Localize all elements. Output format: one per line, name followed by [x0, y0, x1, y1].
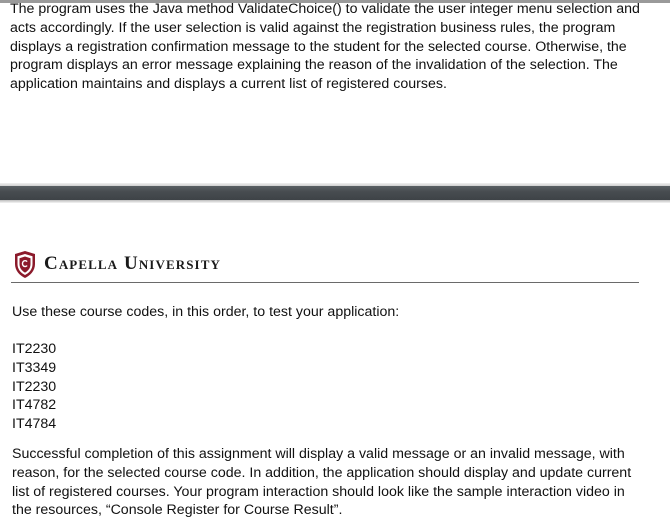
previous-page-section [0, 0, 670, 186]
course-code-item: IT3349 [12, 359, 57, 376]
page-break-divider [0, 186, 670, 200]
university-logo [13, 248, 221, 280]
intro-paragraph: The program uses the Java method ValidateChoice() to validate the user integer menu selection and acts accordingly. If the user selection is valid against the registration business rules, the program displays a registration confirmation message to the student for the selected course. Otherwise, the program displays an error message explaining the reason of the invalidation of the selection. The application maintains and displays a current list of registered courses. [10, 1, 640, 93]
course-code-list [12, 340, 56, 434]
course-code-item: IT2230 [12, 378, 57, 395]
course-code-item: IT4784 [12, 416, 57, 433]
instructions-text: Use these course codes, in this order, to test your application: [12, 304, 400, 320]
header-rule [11, 282, 639, 283]
course-code-item: IT4782 [12, 397, 57, 414]
university-wordmark: Capella University [44, 253, 221, 274]
closing-paragraph: Successful completion of this assignment will display a valid message or an invalid message, with reason, for the selected course code. In addition, the application should display and update current list of registered courses. Your program interaction should look like the sample interaction video in the resources, “Console Register for Course Result”. [12, 446, 632, 519]
course-code-item: IT2230 [12, 341, 57, 357]
capella-shield-icon [13, 250, 37, 279]
